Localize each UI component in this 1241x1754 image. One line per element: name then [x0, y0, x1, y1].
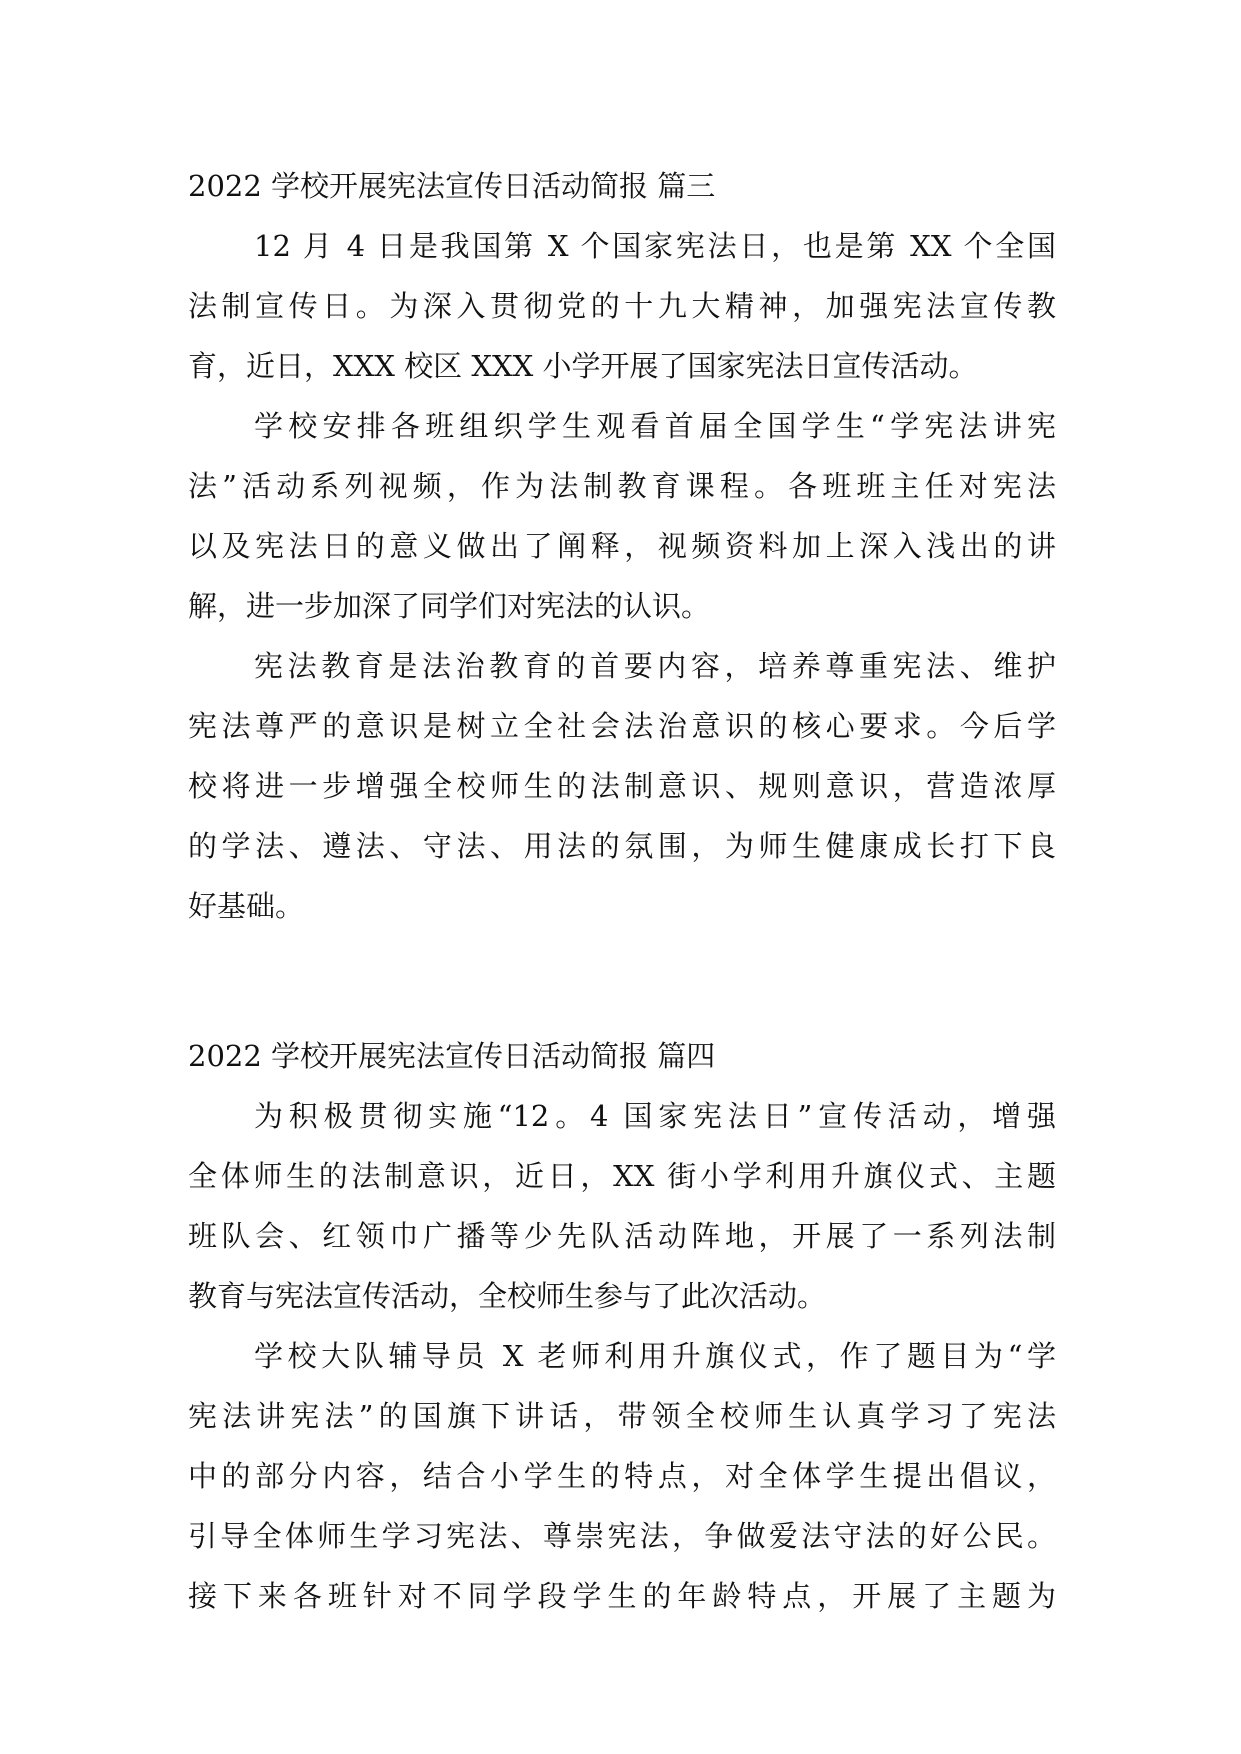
text-line: 宪法尊严的意识是树立全社会法治意识的核心要求。今后学 — [188, 709, 1056, 743]
text-line: 宪法讲宪法”的国旗下讲话，带领全校师生认真学习了宪法 — [188, 1399, 1056, 1433]
paragraph — [188, 216, 1056, 396]
text-line: 学校安排各班组织学生观看首届全国学生“学宪法讲宪 — [254, 409, 1056, 443]
text-line: 接下来各班针对不同学段学生的年龄特点，开展了主题为 — [188, 1579, 1056, 1613]
text-line: 解，进一步加深了同学们对宪法的认识。 — [188, 589, 711, 623]
text-line: 以及宪法日的意义做出了阐释，视频资料加上深入浅出的讲 — [188, 529, 1056, 563]
section-title: 2022 学校开展宪法宣传日活动简报 篇三 — [188, 169, 716, 203]
text-line: 为积极贯彻实施“12。4 国家宪法日”宣传活动，增强 — [254, 1099, 1056, 1133]
text-line: 中的部分内容，结合小学生的特点，对全体学生提出倡议， — [188, 1459, 1056, 1493]
paragraph — [188, 1086, 1056, 1326]
text-line: 好基础。 — [188, 889, 305, 923]
text-line: 育，近日，XXX 校区 XXX 小学开展了国家宪法日宣传活动。 — [188, 349, 978, 383]
section-title: 2022 学校开展宪法宣传日活动简报 篇四 — [188, 1039, 716, 1073]
text-line: 12 月 4 日是我国第 X 个国家宪法日，也是第 XX 个全国 — [254, 229, 1056, 263]
text-line: 宪法教育是法治教育的首要内容，培养尊重宪法、维护 — [254, 649, 1056, 683]
text-line: 班队会、红领巾广播等少先队活动阵地，开展了一系列法制 — [188, 1219, 1056, 1253]
text-line: 的学法、遵法、守法、用法的氛围，为师生健康成长打下良 — [188, 829, 1056, 863]
paragraph — [188, 1326, 1056, 1626]
text-line: 法制宣传日。为深入贯彻党的十九大精神，加强宪法宣传教 — [188, 289, 1056, 323]
text-line: 教育与宪法宣传活动，全校师生参与了此次活动。 — [188, 1279, 827, 1313]
text-line: 学校大队辅导员 X 老师利用升旗仪式，作了题目为“学 — [254, 1339, 1056, 1373]
text-line: 校将进一步增强全校师生的法制意识、规则意识，营造浓厚 — [188, 769, 1056, 803]
paragraph — [188, 636, 1056, 936]
paragraph — [188, 396, 1056, 636]
document-content — [188, 156, 1056, 1626]
section-spacer — [188, 936, 1056, 1026]
text-line: 引导全体师生学习宪法、尊崇宪法，争做爱法守法的好公民。 — [188, 1519, 1056, 1553]
text-line: 法”活动系列视频，作为法制教育课程。各班班主任对宪法 — [188, 469, 1056, 503]
text-line: 全体师生的法制意识，近日，XX 街小学利用升旗仪式、主题 — [188, 1159, 1056, 1193]
